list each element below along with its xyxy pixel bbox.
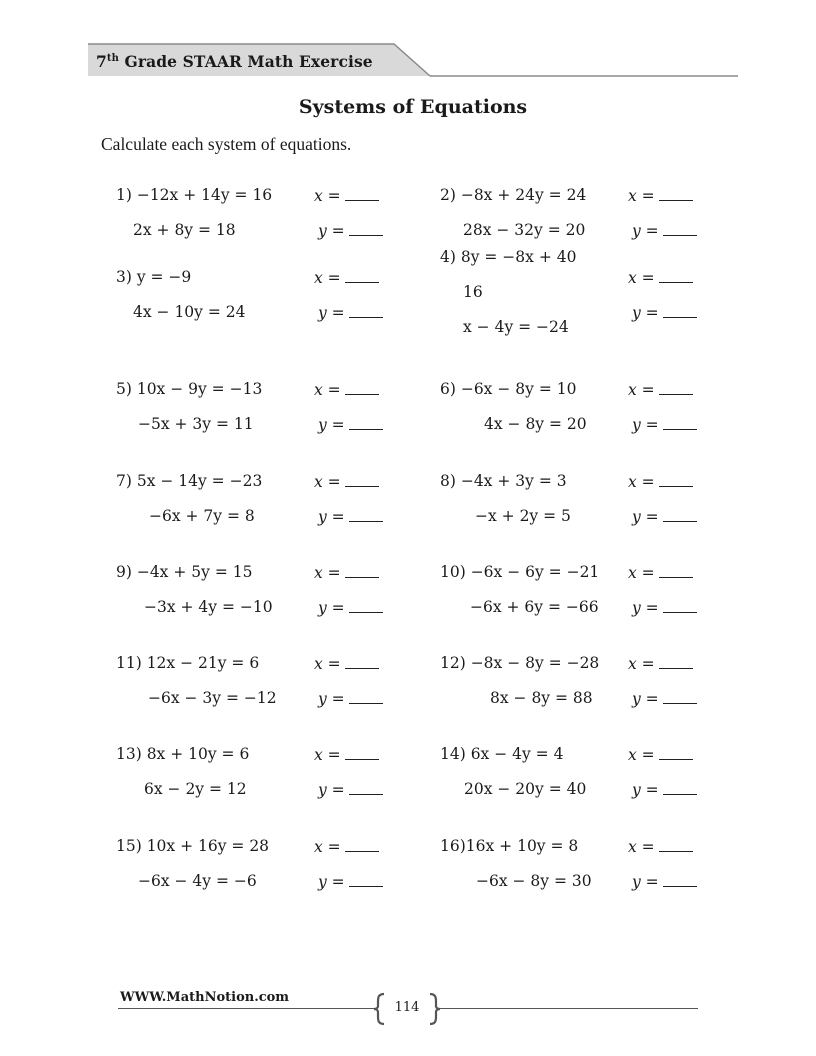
equation-second: −6x − 3y = −12 (148, 689, 277, 707)
answer-y-blank[interactable] (349, 221, 383, 236)
answer-x-label: x = (628, 269, 655, 287)
answer-x-blank[interactable] (659, 745, 693, 760)
equation-second: 28x − 32y = 20 (463, 221, 586, 239)
equation-second: 8x − 8y = 88 (490, 689, 593, 707)
answer-y-field[interactable] (318, 507, 383, 526)
page-number: 114 (394, 1000, 420, 1015)
answer-x-blank[interactable] (345, 563, 379, 578)
answer-x-label: x = (628, 655, 655, 673)
answer-y-label: y = (318, 690, 345, 708)
answer-x-field[interactable] (314, 654, 379, 673)
answer-y-blank[interactable] (663, 689, 697, 704)
equation-first: 11) 12x − 21y = 6 (116, 654, 260, 672)
answer-y-label: y = (632, 416, 659, 434)
equation-second: 6x − 2y = 12 (144, 780, 247, 798)
answer-x-field[interactable] (314, 837, 379, 856)
answer-y-blank[interactable] (349, 689, 383, 704)
answer-x-blank[interactable] (659, 654, 693, 669)
equation-second: −6x − 4y = −6 (138, 872, 257, 890)
answer-y-field[interactable] (632, 415, 697, 434)
answer-x-blank[interactable] (345, 268, 379, 283)
instructions: Calculate each system of equations. (101, 134, 352, 154)
answer-x-label: x = (314, 187, 341, 205)
answer-x-blank[interactable] (345, 837, 379, 852)
answer-x-label: x = (628, 473, 655, 491)
answer-y-field[interactable] (318, 221, 383, 240)
equation-first: 10) −6x − 6y = −21 (440, 563, 600, 581)
answer-x-blank[interactable] (659, 472, 693, 487)
answer-y-blank[interactable] (663, 415, 697, 430)
answer-x-blank[interactable] (659, 268, 693, 283)
answer-y-blank[interactable] (663, 221, 697, 236)
answer-x-field[interactable] (628, 268, 693, 287)
equation-first: 13) 8x + 10y = 6 (116, 745, 250, 763)
equation-second: −5x + 3y = 11 (138, 415, 254, 433)
equation-second: 4x − 10y = 24 (133, 303, 246, 321)
answer-x-label: x = (628, 564, 655, 582)
footer-url: WWW.MathNotion.com (120, 990, 290, 1005)
equation-first: 7) 5x − 14y = −23 (116, 472, 263, 490)
answer-x-blank[interactable] (345, 472, 379, 487)
answer-y-label: y = (318, 599, 345, 617)
answer-x-label: x = (314, 381, 341, 399)
equation-second: 20x − 20y = 40 (464, 780, 587, 798)
answer-x-field[interactable] (628, 654, 693, 673)
answer-y-blank[interactable] (663, 872, 697, 887)
answer-y-label: y = (632, 222, 659, 240)
equation-second: −6x + 6y = −66 (470, 598, 599, 616)
page-title: Systems of Equations (298, 96, 528, 118)
answer-x-blank[interactable] (345, 745, 379, 760)
answer-y-label: y = (632, 304, 659, 322)
footer-divider-left (118, 1008, 376, 1009)
equation-continuation: 16 (463, 283, 483, 301)
answer-x-blank[interactable] (345, 654, 379, 669)
answer-x-label: x = (314, 838, 341, 856)
equation-first: 14) 6x − 4y = 4 (440, 745, 564, 763)
answer-x-label: x = (628, 838, 655, 856)
answer-x-label: x = (314, 564, 341, 582)
equation-first: 1) −12x + 14y = 16 (116, 186, 273, 204)
answer-y-label: y = (318, 508, 345, 526)
answer-y-blank[interactable] (349, 507, 383, 522)
equation-second: −x + 2y = 5 (475, 507, 571, 525)
answer-y-label: y = (318, 781, 345, 799)
answer-x-blank[interactable] (659, 380, 693, 395)
answer-y-blank[interactable] (663, 780, 697, 795)
answer-y-label: y = (318, 304, 345, 322)
answer-y-label: y = (632, 781, 659, 799)
answer-y-field[interactable] (632, 872, 697, 891)
footer-divider-right (438, 1008, 698, 1009)
answer-y-field[interactable] (632, 303, 697, 322)
answer-y-field[interactable] (318, 780, 383, 799)
answer-y-field[interactable] (632, 598, 697, 617)
answer-x-field[interactable] (314, 380, 379, 399)
answer-x-blank[interactable] (345, 380, 379, 395)
answer-x-field[interactable] (628, 745, 693, 764)
answer-x-label: x = (628, 381, 655, 399)
equation-second: 4x − 8y = 20 (484, 415, 587, 433)
answer-x-field[interactable] (628, 186, 693, 205)
answer-x-label: x = (628, 187, 655, 205)
answer-y-blank[interactable] (349, 598, 383, 613)
answer-x-label: x = (314, 473, 341, 491)
answer-x-label: x = (314, 269, 341, 287)
answer-y-label: y = (318, 873, 345, 891)
answer-y-blank[interactable] (349, 415, 383, 430)
answer-y-field[interactable] (318, 303, 383, 322)
answer-y-blank[interactable] (663, 303, 697, 318)
answer-y-field[interactable] (318, 415, 383, 434)
equation-first: 16)16x + 10y = 8 (440, 837, 579, 855)
answer-y-blank[interactable] (663, 598, 697, 613)
answer-y-label: y = (632, 873, 659, 891)
answer-x-label: x = (628, 746, 655, 764)
equation-first: 3) y = −9 (116, 268, 192, 286)
answer-x-label: x = (314, 655, 341, 673)
answer-y-blank[interactable] (349, 780, 383, 795)
answer-y-label: y = (318, 222, 345, 240)
header-title: 7th Grade STAAR Math Exercise (96, 52, 373, 71)
answer-y-label: y = (318, 416, 345, 434)
answer-y-field[interactable] (632, 507, 697, 526)
answer-x-field[interactable] (314, 268, 379, 287)
answer-x-field[interactable] (628, 837, 693, 856)
answer-y-blank[interactable] (349, 872, 383, 887)
answer-x-blank[interactable] (659, 837, 693, 852)
answer-y-label: y = (632, 690, 659, 708)
answer-x-field[interactable] (628, 472, 693, 491)
answer-y-field[interactable] (632, 780, 697, 799)
equation-first: 12) −8x − 8y = −28 (440, 654, 600, 672)
answer-x-blank[interactable] (345, 186, 379, 201)
answer-x-field[interactable] (314, 186, 379, 205)
equation-first: 6) −6x − 8y = 10 (440, 380, 577, 398)
answer-y-field[interactable] (318, 689, 383, 708)
answer-y-blank[interactable] (663, 507, 697, 522)
answer-x-field[interactable] (628, 563, 693, 582)
equation-second: 2x + 8y = 18 (133, 221, 236, 239)
equation-first: 15) 10x + 16y = 28 (116, 837, 270, 855)
answer-x-field[interactable] (628, 380, 693, 399)
answer-x-field[interactable] (314, 563, 379, 582)
answer-y-label: y = (632, 599, 659, 617)
answer-x-label: x = (314, 746, 341, 764)
equation-first: 8) −4x + 3y = 3 (440, 472, 567, 490)
equation-second: −6x − 8y = 30 (476, 872, 592, 890)
answer-y-blank[interactable] (349, 303, 383, 318)
answer-x-blank[interactable] (659, 186, 693, 201)
answer-y-field[interactable] (318, 598, 383, 617)
answer-x-blank[interactable] (659, 563, 693, 578)
answer-x-field[interactable] (314, 745, 379, 764)
equation-first: 9) −4x + 5y = 15 (116, 563, 253, 581)
equation-second: −6x + 7y = 8 (149, 507, 255, 525)
answer-x-field[interactable] (314, 472, 379, 491)
equation-second: x − 4y = −24 (463, 318, 569, 336)
answer-y-field[interactable] (318, 872, 383, 891)
answer-y-label: y = (632, 508, 659, 526)
equation-first: 5) 10x − 9y = −13 (116, 380, 263, 398)
answer-y-field[interactable] (632, 689, 697, 708)
answer-y-field[interactable] (632, 221, 697, 240)
equation-first: 2) −8x + 24y = 24 (440, 186, 587, 204)
equation-second: −3x + 4y = −10 (144, 598, 273, 616)
equation-first: 4) 8y = −8x + 40 (440, 248, 577, 266)
